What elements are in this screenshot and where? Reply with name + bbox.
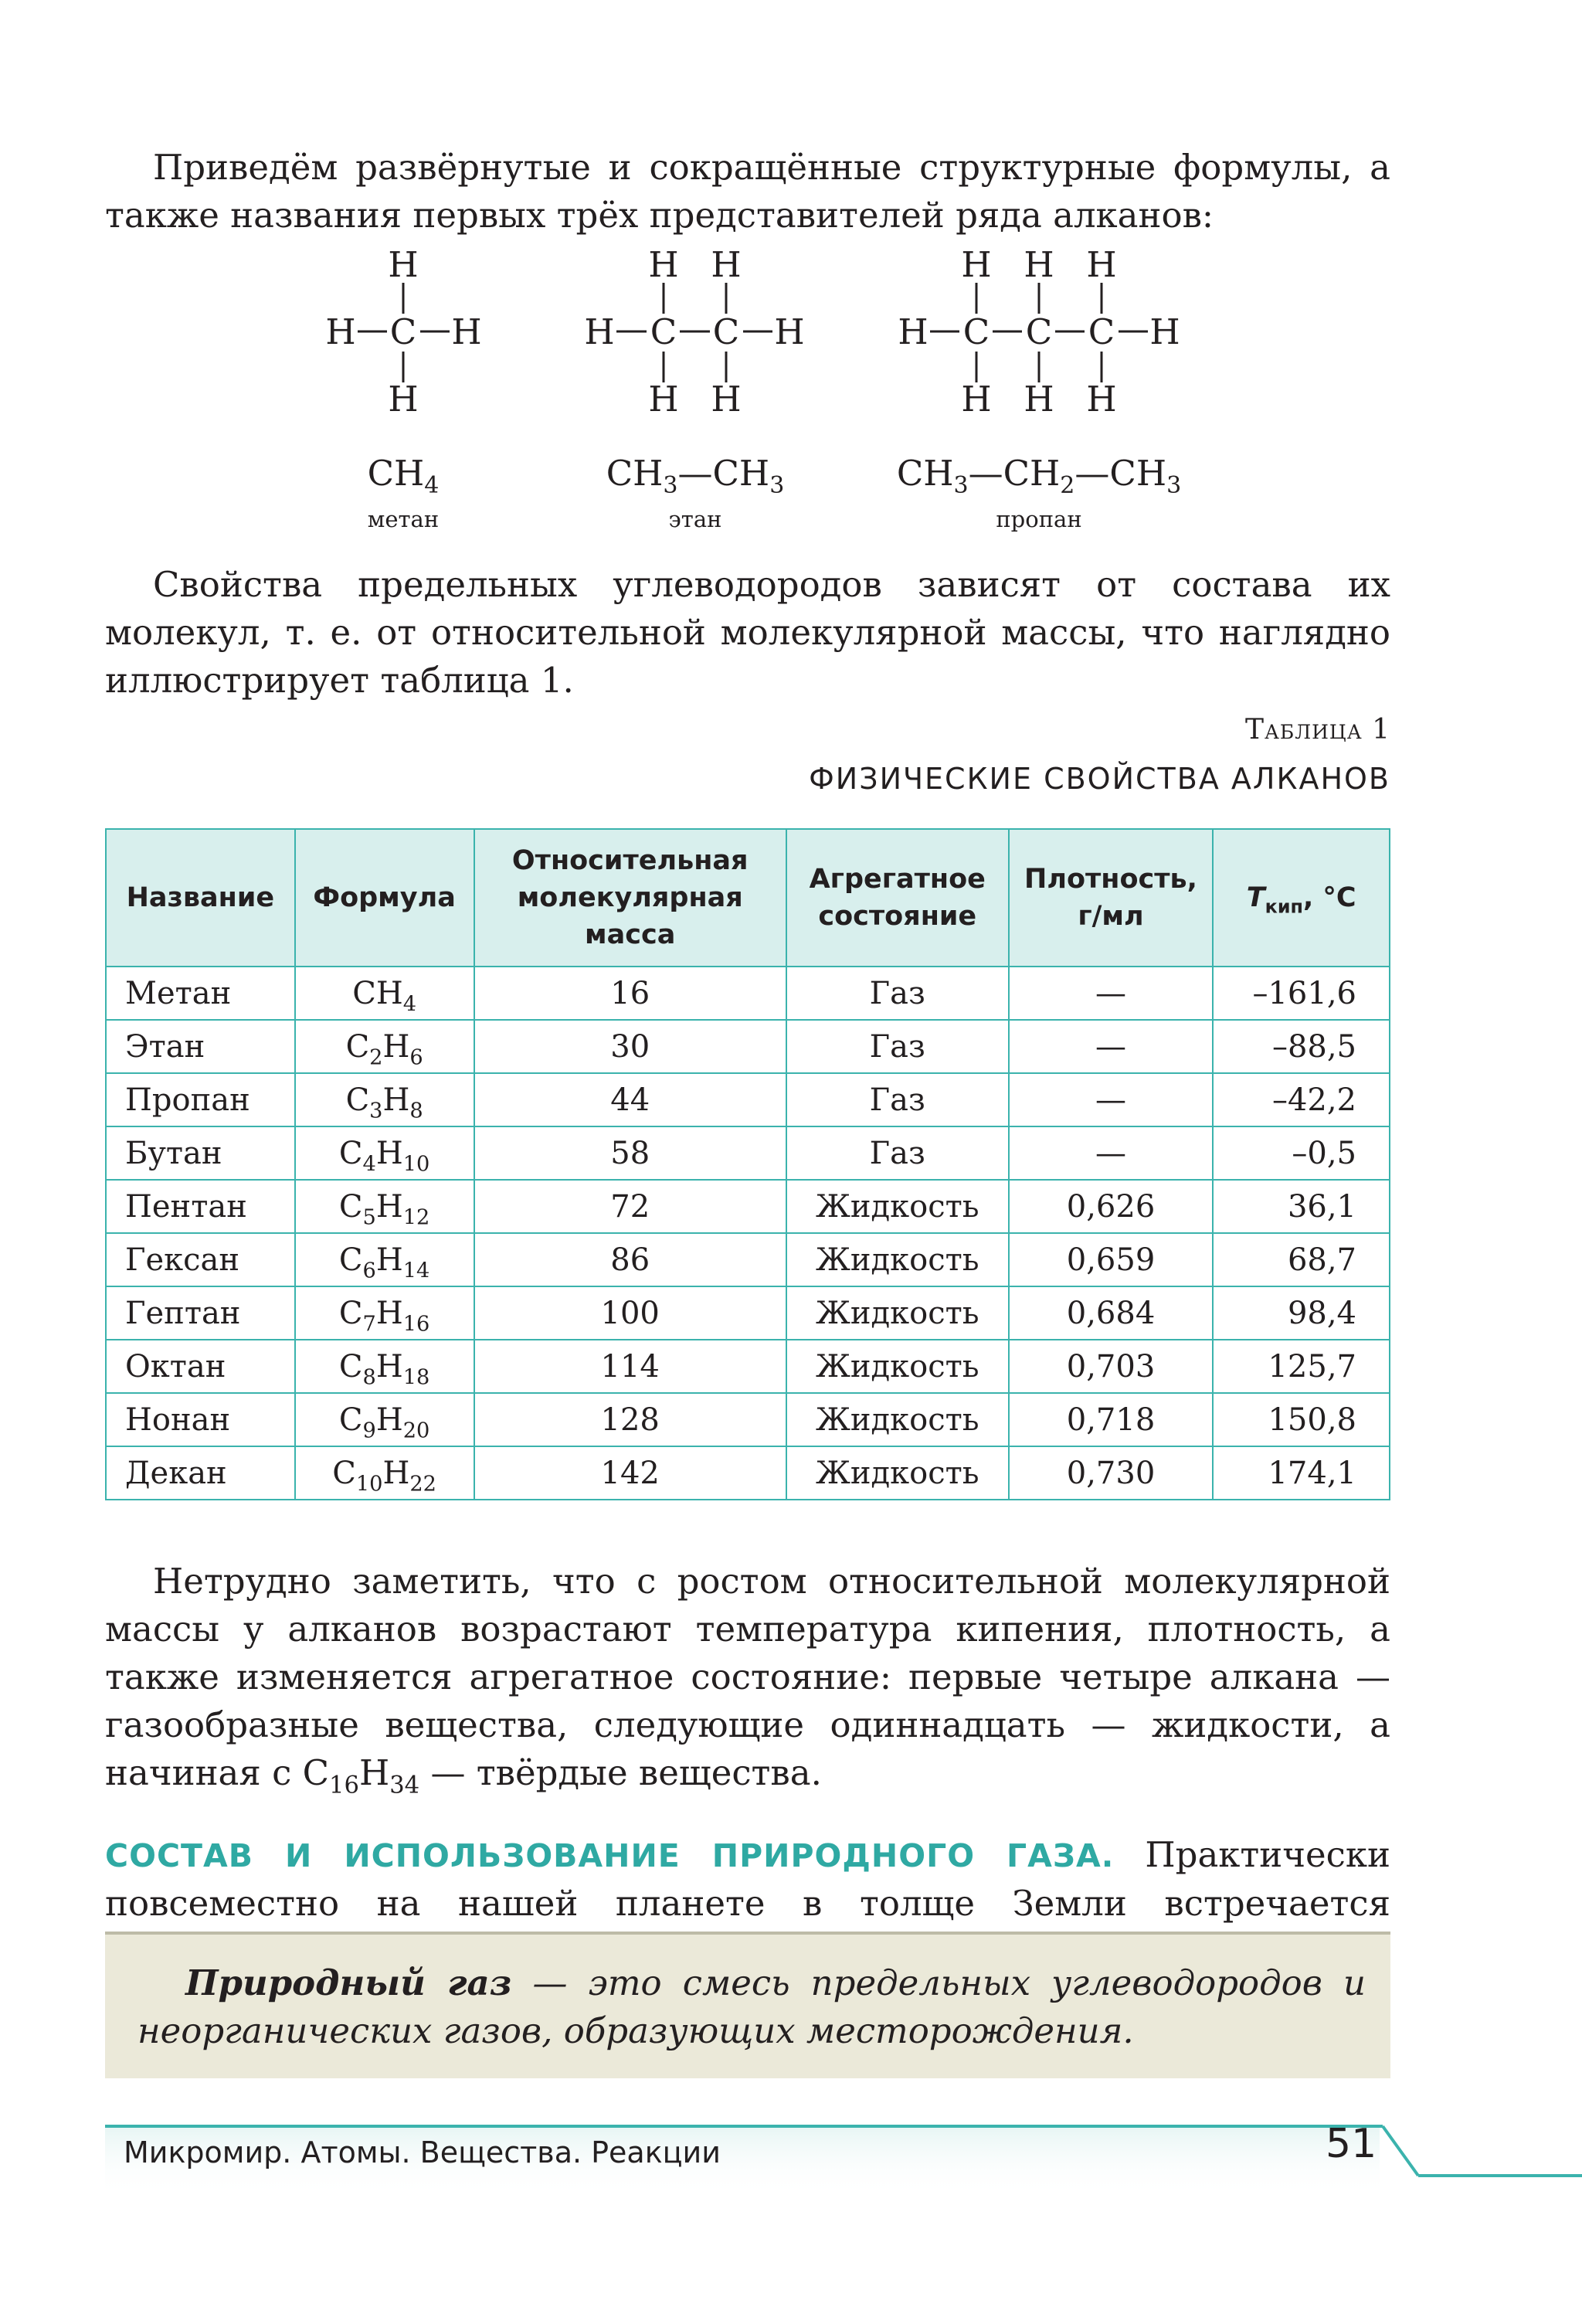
atom: H [1149, 311, 1180, 352]
atom: H [961, 244, 992, 285]
cell-formula: $C_6H_{14}$ [295, 1233, 474, 1286]
properties-paragraph: Свойства предельных углеводородов зависят от состава их молекул, т. е. от относительной молекулярной массы, что наглядно иллюстрирует таблица 1. [105, 564, 1390, 701]
cell-mass: 44 [474, 1073, 786, 1126]
header-name: Название [106, 829, 295, 967]
table-row [106, 1340, 1390, 1393]
cell-density: — [1009, 967, 1214, 1020]
cell-state: Жидкость [786, 1233, 1009, 1286]
cell-mass: 114 [474, 1340, 786, 1393]
intro-paragraph: Приведём развёрнутые и сокращённые структурные формулы, а также названия первых трёх представителей ряда алканов: [105, 147, 1390, 236]
cell-density: 0,730 [1009, 1446, 1214, 1500]
table-row [106, 1073, 1390, 1126]
cell-mass: 100 [474, 1286, 786, 1340]
table-row [106, 1180, 1390, 1233]
page-number: 51 [1326, 2121, 1377, 2167]
cell-name: Декан [106, 1446, 295, 1500]
atom: C [1088, 311, 1115, 352]
atom: H [774, 311, 805, 352]
cell-formula: $C_4H_{10}$ [295, 1126, 474, 1180]
cell-boiling-point: –161,6 [1213, 967, 1390, 1020]
propane-formula: $CH_3—CH_2—CH_3$ [896, 453, 1182, 499]
cell-boiling-point: 36,1 [1213, 1180, 1390, 1233]
cell-state: Газ [786, 967, 1009, 1020]
atom: C [962, 311, 990, 352]
table-row [106, 1020, 1390, 1073]
cell-boiling-point: –0,5 [1213, 1126, 1390, 1180]
cell-density: 0,718 [1009, 1393, 1214, 1446]
atom: H [961, 379, 992, 420]
cell-formula: $C_5H_{12}$ [295, 1180, 474, 1233]
atom: H [648, 244, 679, 285]
atom: H [1086, 244, 1117, 285]
cell-mass: 86 [474, 1233, 786, 1286]
atom: H [1024, 379, 1054, 420]
table-row [106, 1233, 1390, 1286]
ethane-formula: $CH_3—CH_3$ [606, 453, 785, 499]
cell-name: Пропан [106, 1073, 295, 1126]
definition-term: Природный газ [185, 1962, 512, 2003]
cell-mass: 58 [474, 1126, 786, 1180]
atom: H [648, 379, 679, 420]
cell-density: 0,659 [1009, 1233, 1214, 1286]
header-mass: Относительная молекулярная масса [474, 829, 786, 967]
cell-boiling-point: –42,2 [1213, 1073, 1390, 1126]
cell-boiling-point: 68,7 [1213, 1233, 1390, 1286]
cell-state: Газ [786, 1020, 1009, 1073]
alkanes-properties-table [105, 828, 1390, 1500]
cell-density: 0,684 [1009, 1286, 1214, 1340]
cell-density: — [1009, 1020, 1214, 1073]
atom: H [451, 311, 482, 352]
table-row [106, 1126, 1390, 1180]
cell-mass: 72 [474, 1180, 786, 1233]
cell-formula: $C_8H_{18}$ [295, 1340, 474, 1393]
cell-name: Этан [106, 1020, 295, 1073]
atom: H [388, 379, 419, 420]
cell-state: Жидкость [786, 1340, 1009, 1393]
table-row [106, 967, 1390, 1020]
header-density: Плотность, г/мл [1009, 829, 1214, 967]
cell-state: Жидкость [786, 1446, 1009, 1500]
formula-drawing [0, 240, 1582, 549]
atom: H [1086, 379, 1117, 420]
atom: H [711, 379, 742, 420]
table-title: ФИЗИЧЕСКИЕ СВОЙСТВА АЛКАНОВ [809, 762, 1390, 796]
cell-name: Нонан [106, 1393, 295, 1446]
cell-name: Пентан [106, 1180, 295, 1233]
cell-formula: $C_3H_8$ [295, 1073, 474, 1126]
cell-density: 0,626 [1009, 1180, 1214, 1233]
table-row [106, 1286, 1390, 1340]
section-heading: СОСТАВ И ИСПОЛЬЗОВАНИЕ ПРИРОДНОГО ГАЗА. [105, 1837, 1115, 1874]
cell-state: Газ [786, 1126, 1009, 1180]
header-formula: Формула [295, 829, 474, 967]
cell-name: Гептан [106, 1286, 295, 1340]
cell-state: Газ [786, 1073, 1009, 1126]
cell-boiling-point: –88,5 [1213, 1020, 1390, 1073]
atom: H [898, 311, 928, 352]
structural-formulas [0, 240, 1582, 549]
cell-name: Октан [106, 1340, 295, 1393]
atom: C [389, 311, 417, 352]
table-label: Таблица 1 [1244, 714, 1390, 746]
atom: C [650, 311, 677, 352]
atom: H [711, 244, 742, 285]
cell-mass: 128 [474, 1393, 786, 1446]
atom: H [388, 244, 419, 285]
table-header-row [106, 829, 1390, 967]
cell-formula: $C_{10}H_{22}$ [295, 1446, 474, 1500]
propane-name: пропан [996, 506, 1082, 532]
section-paragraph: СОСТАВ И ИСПОЛЬЗОВАНИЕ ПРИРОДНОГО ГАЗА. Практически повсеместно на нашей планете в толще Земли встречается [105, 1831, 1390, 1976]
atom: H [584, 311, 615, 352]
methane-formula: $CH_4$ [367, 453, 440, 499]
atom: H [325, 311, 356, 352]
cell-boiling-point: 150,8 [1213, 1393, 1390, 1446]
cell-boiling-point: 125,7 [1213, 1340, 1390, 1393]
cell-mass: 30 [474, 1020, 786, 1073]
atom: C [712, 311, 740, 352]
methane-name: метан [367, 506, 440, 532]
cell-formula: $C_9H_{20}$ [295, 1393, 474, 1446]
cell-mass: 142 [474, 1446, 786, 1500]
cell-boiling-point: 174,1 [1213, 1446, 1390, 1500]
cell-name: Метан [106, 967, 295, 1020]
definition-text: Природный газ — это смесь предельных углеводородов и неорганических газов, образующих месторождения. [137, 1962, 1366, 2051]
cell-boiling-point: 98,4 [1213, 1286, 1390, 1340]
cell-formula: $C_2H_6$ [295, 1020, 474, 1073]
definition-box [105, 1932, 1390, 2078]
header-boiling-point: $T_{кип}$, °С [1213, 829, 1390, 967]
conclusion-paragraph: Нетрудно заметить, что с ростом относительной молекулярной массы у алканов возрастают температура кипения, плотность, а также изменяется агрегатное состояние: первые четыре алкана — газообразные вещества, следующие одиннадцать — жидкости, а начиная с $C_{16}H_{34}$ — твёрдые вещества. [105, 1561, 1390, 1799]
cell-state: Жидкость [786, 1286, 1009, 1340]
cell-density: — [1009, 1126, 1214, 1180]
cell-name: Гексан [106, 1233, 295, 1286]
cell-density: 0,703 [1009, 1340, 1214, 1393]
footer-book-title: Микромир. Атомы. Вещества. Реакции [124, 2135, 721, 2169]
cell-state: Жидкость [786, 1180, 1009, 1233]
ethane-name: этан [668, 506, 722, 532]
header-state: Агрегатное состояние [786, 829, 1009, 967]
atom: H [1024, 244, 1054, 285]
cell-formula: $C_7H_{16}$ [295, 1286, 474, 1340]
cell-mass: 16 [474, 967, 786, 1020]
cell-state: Жидкость [786, 1393, 1009, 1446]
cell-name: Бутан [106, 1126, 295, 1180]
cell-density: — [1009, 1073, 1214, 1126]
table-row [106, 1393, 1390, 1446]
atom: C [1025, 311, 1053, 352]
methane-structure [325, 244, 481, 420]
cell-formula: $CH_4$ [295, 967, 474, 1020]
table-row [106, 1446, 1390, 1500]
